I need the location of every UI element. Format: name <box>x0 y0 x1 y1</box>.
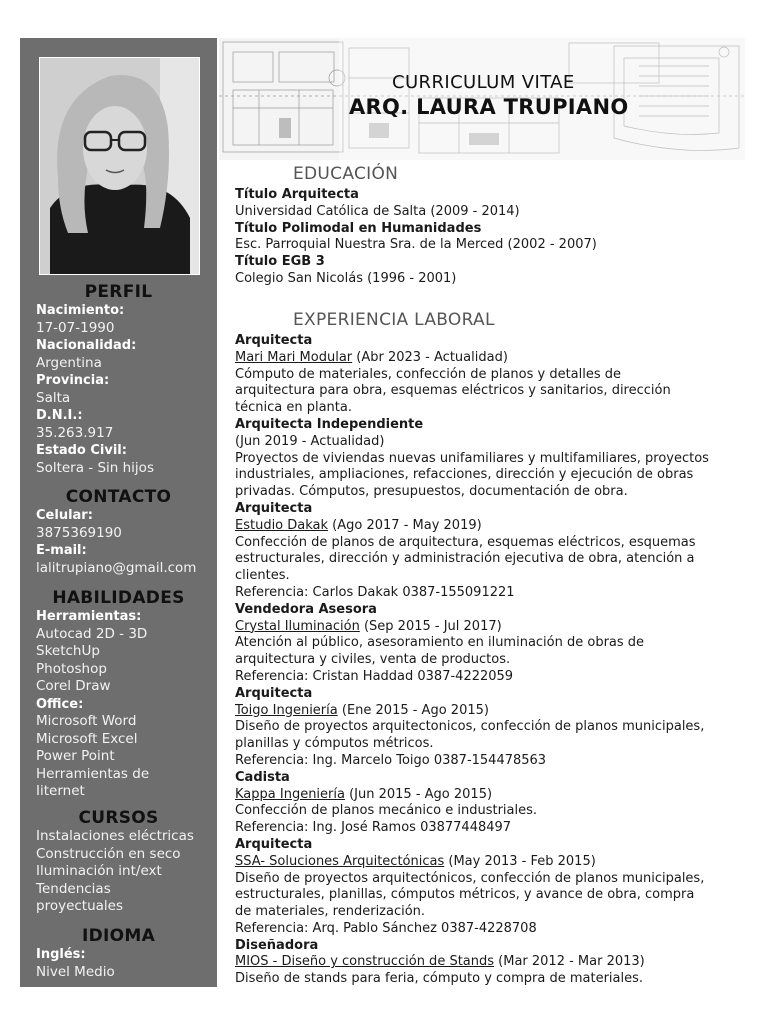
estado-civil-value: Soltera - Sin hijos <box>36 459 154 476</box>
job-company: SSA- Soluciones Arquitectónicas <box>235 853 445 869</box>
job-desc: técnica en planta. <box>235 400 352 416</box>
office-item: Microsoft Word <box>36 713 137 729</box>
job-company: Estudio Dakak <box>235 517 329 533</box>
job-period: (Sep 2015 - Jul 2017) <box>359 618 502 634</box>
job-company-line <box>235 787 755 804</box>
curso-item: Tendencias <box>36 880 111 897</box>
job-company-line <box>235 619 755 636</box>
skill-item: SketchUp <box>36 643 100 659</box>
job-reference: Referencia: Ing. José Ramos 03877448497 <box>235 820 512 836</box>
office-item: Herramientas de <box>36 765 150 782</box>
nacimiento-label: Nacimiento: <box>36 303 125 318</box>
sidebar <box>20 38 217 987</box>
job-company-line <box>235 854 755 871</box>
habilidades-section <box>36 588 213 801</box>
cv-label: CURRICULUM VITAE <box>392 72 575 93</box>
job-reference: Referencia: Arq. Pablo Sánchez 0387-4228708 <box>235 920 537 936</box>
job-desc: clientes. <box>235 568 290 584</box>
degree-title: Título EGB 3 <box>235 254 325 270</box>
job-company: Toigo Ingeniería <box>235 702 338 718</box>
nacionalidad-label: Nacionalidad: <box>36 338 137 353</box>
job-role: Vendedora Asesora <box>235 601 377 617</box>
provincia-value: Salta <box>36 389 71 406</box>
experiencia-list <box>235 333 755 988</box>
job-desc: arquitectura para obra, esquemas eléctricos y sanitarios, dirección <box>235 383 671 399</box>
educacion-title: EDUCACIÓN <box>293 164 399 184</box>
job-company-line <box>235 954 755 971</box>
job-role: Arquitecta <box>235 685 313 701</box>
job-period: (Mar 2012 - Mar 2013) <box>494 954 645 970</box>
office-item: Power Point <box>36 748 115 764</box>
dni-label: D.N.I.: <box>36 408 83 423</box>
job-role: Arquitecta Independiente <box>235 416 424 432</box>
job-company-line <box>235 518 755 535</box>
job-company: Crystal Iluminación <box>235 618 360 634</box>
job-period: (Ene 2015 - Ago 2015) <box>337 702 489 718</box>
job-period: (Jun 2019 - Actualidad) <box>235 433 385 449</box>
job-role: Arquitecta <box>235 836 313 852</box>
job-desc: Cómputo de materiales, confección de planos y detalles de <box>235 366 622 382</box>
job-reference: Referencia: Ing. Marcelo Toigo 0387-154478563 <box>235 752 547 768</box>
job-period: (Ago 2017 - May 2019) <box>328 517 482 533</box>
dni-value: 35.263.917 <box>36 424 114 441</box>
degree-title: Título Arquitecta <box>235 187 359 202</box>
job-period: (May 2013 - Feb 2015) <box>444 853 596 869</box>
experiencia-title: EXPERIENCIA LABORAL <box>293 310 495 330</box>
celular-value: 3875369190 <box>36 524 122 541</box>
job-desc: Diseño de proyectos arquitectónicos, confección de planos municipales, <box>235 870 705 886</box>
job-reference: Referencia: Carlos Dakak 0387-155091221 <box>235 584 515 600</box>
email-value: lalitrupiano@gmail.com <box>36 559 197 576</box>
job-desc: estructurales, dirección y administración ejecutiva de obra, atención a <box>235 551 695 567</box>
profile-photo <box>39 57 200 275</box>
job-role: Cadista <box>235 769 290 785</box>
estado-civil-label: Estado Civil: <box>36 443 127 458</box>
degree-institution: Universidad Católica de Salta (2009 - 2014) <box>235 203 520 219</box>
degree-title: Título Polimodal en Humanidades <box>235 220 482 236</box>
skill-item: Photoshop <box>36 660 107 677</box>
job-company-line <box>235 703 755 720</box>
job-company-line <box>235 350 755 367</box>
idioma-title: IDIOMA <box>81 926 156 946</box>
job-desc: Confección de planos de arquitectura, esquemas eléctricos, esquemas <box>235 534 696 550</box>
skill-item: Corel Draw <box>36 678 111 694</box>
degree-institution: Esc. Parroquial Nuestra Sra. de la Merced (2002 - 2007) <box>235 237 597 253</box>
office-item: Iiternet <box>36 783 85 799</box>
candidate-name: ARQ. LAURA TRUPIANO <box>349 95 629 119</box>
curso-item: proyectuales <box>36 898 124 914</box>
nacimiento-value: 17-07-1990 <box>36 319 115 336</box>
habilidades-title: HABILIDADES <box>52 588 185 608</box>
job-desc: Proyectos de viviendas nuevas unifamiliares y multifamiliares, proyectos <box>235 450 709 466</box>
job-desc: estructurales, planillas, cómputos métricos, y avance de obra, compra <box>235 887 695 903</box>
job-reference: Referencia: Cristan Haddad 0387-4222059 <box>235 668 514 684</box>
cursos-title: CURSOS <box>78 808 159 828</box>
job-desc: Confección de planos mecánico e industriales. <box>235 803 538 819</box>
cursos-section <box>36 808 213 916</box>
educacion-list <box>235 187 755 288</box>
job-period: (Jun 2015 - Ago 2015) <box>344 786 493 802</box>
curso-item: Instalaciones eléctricas <box>36 828 194 844</box>
job-role: Arquitecta <box>235 333 313 348</box>
degree-institution: Colegio San Nicolás (1996 - 2001) <box>235 270 457 286</box>
skill-item: Autocad 2D - 3D <box>36 625 148 642</box>
email-label: E-mail: <box>36 543 87 558</box>
office-label: Office: <box>36 696 84 712</box>
job-desc: industriales, ampliaciones, refacciones, dirección y ejecución de obras <box>235 467 694 483</box>
curso-item: Iluminación int/ext <box>36 863 162 879</box>
job-company: Mari Mari Modular <box>235 349 353 365</box>
ingles-label: Inglés: <box>36 947 86 962</box>
contacto-title: CONTACTO <box>65 487 172 507</box>
idioma-section <box>36 926 213 981</box>
job-desc: arquitectura y civiles, venta de productos. <box>235 652 511 668</box>
job-company: MIOS - Diseño y construcción de Stands <box>235 954 495 970</box>
job-company: Kappa Ingeniería <box>235 786 345 802</box>
herramientas-label: Herramientas: <box>36 609 142 624</box>
perfil-section <box>36 282 213 477</box>
job-desc: planillas y cómputos métricos. <box>235 736 434 752</box>
job-desc: de materiales, renderización. <box>235 904 426 920</box>
job-desc: Atención al público, asesoramiento en iluminación de obras de <box>235 635 645 651</box>
provincia-label: Provincia: <box>36 373 110 388</box>
curso-item: Construcción en seco <box>36 845 181 862</box>
ingles-value: Nivel Medio <box>36 963 115 980</box>
job-role: Arquitecta <box>235 500 313 516</box>
celular-label: Celular: <box>36 508 93 523</box>
perfil-title: PERFIL <box>84 282 153 302</box>
office-item: Microsoft Excel <box>36 730 138 747</box>
job-desc: Diseño de proyectos arquitectonicos, confección de planos municipales, <box>235 719 705 735</box>
nacionalidad-value: Argentina <box>36 354 102 371</box>
job-period: (Abr 2023 - Actualidad) <box>352 349 508 365</box>
job-desc: privadas. Cómputos, presupuestos, documentación de obra. <box>235 484 628 500</box>
job-desc: Diseño de stands para feria, cómputo y compra de materiales. <box>235 971 644 987</box>
contacto-section <box>36 487 213 577</box>
job-role: Diseñadora <box>235 937 319 953</box>
